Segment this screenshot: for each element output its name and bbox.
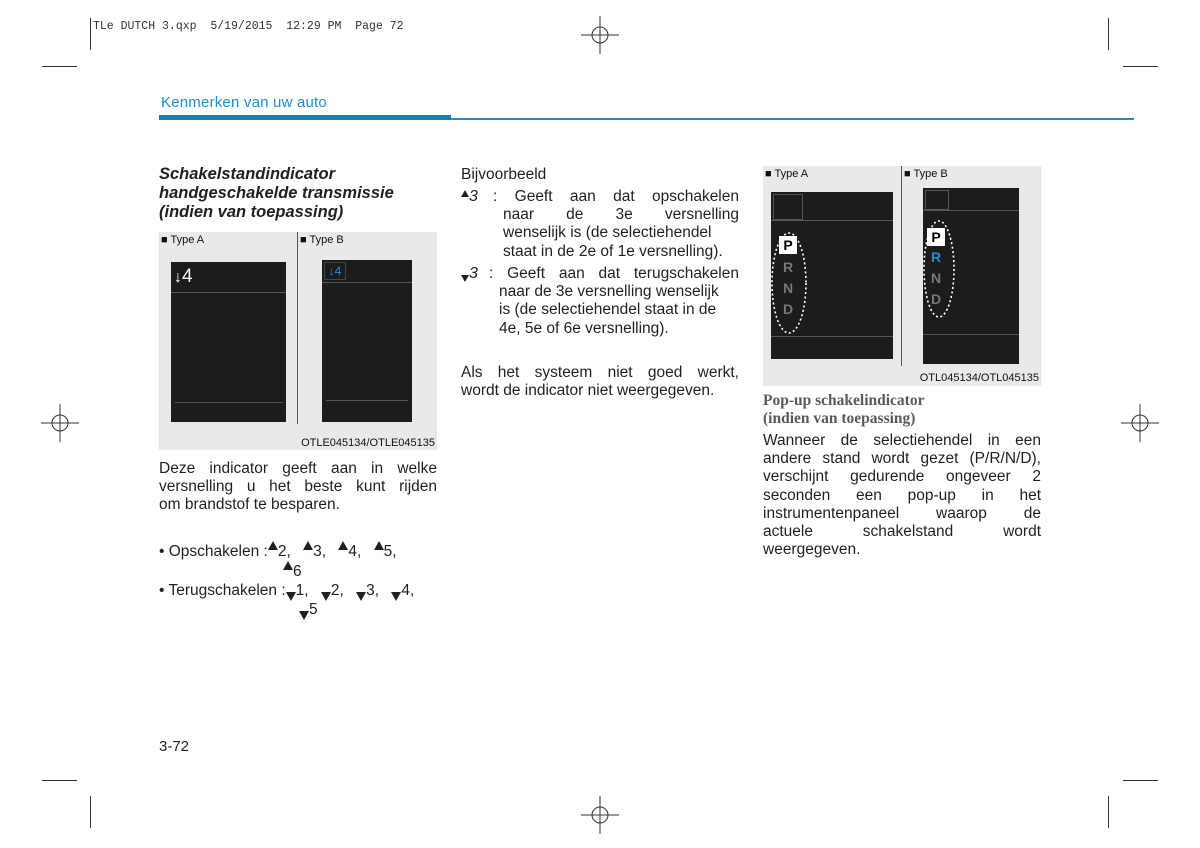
text-line: verschijnt gedurende ongeveer 2 — [763, 468, 1041, 486]
col1-paragraph — [159, 460, 437, 515]
text-line: is (de selectiehendel staat in de — [499, 301, 717, 319]
section-title: Kenmerken van uw auto — [161, 94, 327, 111]
gear-value: 5, — [383, 543, 397, 560]
example-label: Bijvoorbeeld — [461, 166, 547, 183]
arrow-up-icon — [303, 541, 313, 550]
arrow-down-icon — [391, 592, 401, 601]
bullet-label: • Terugschakelen : — [159, 582, 286, 599]
col1-heading-line: (indien van toepassing) — [159, 203, 344, 221]
cluster-screen-type-b — [923, 188, 1019, 364]
text-line: weergegeven. — [763, 541, 861, 559]
text-line: wenselijk is (de selectiehendel — [503, 224, 712, 242]
indicator-value: 4 — [334, 264, 342, 278]
screen-divider — [923, 210, 1019, 211]
indicator-value: 4 — [182, 266, 193, 287]
downshift-symbol — [461, 265, 478, 283]
gear-d: D — [930, 291, 942, 307]
screen-divider — [771, 220, 893, 221]
col3-heading-line: (indien van toepassing) — [763, 410, 916, 427]
registration-mark-icon — [41, 404, 79, 442]
col3-heading-line: Pop-up schakelindicator — [763, 392, 925, 409]
col2-note — [461, 364, 739, 400]
col1-heading-line: handgeschakelde transmissie — [159, 184, 394, 202]
arrow-down-icon — [321, 592, 331, 601]
cluster-screen-type-b — [322, 260, 412, 422]
arrow-down-icon: ↓ — [174, 269, 182, 286]
figure-caption: OTLE045134/OTLE045135 — [301, 437, 435, 449]
arrow-down-icon — [461, 275, 469, 282]
figure-label-type-a: ■ Type A — [765, 168, 809, 180]
col1-heading-line: Schakelstandindicator — [159, 165, 336, 183]
gear-value: 6 — [293, 563, 302, 581]
figure-label-type-b: ■ Type B — [300, 234, 344, 246]
text-line: seconden een pop-up in het — [763, 486, 1041, 504]
print-slug: TLe DUTCH 3.qxp 5/19/2015 12:29 PM Page 72 — [93, 20, 404, 33]
gear-value: 2, — [277, 543, 291, 560]
cluster-screen-type-a — [171, 262, 286, 422]
text-line: andere stand wordt gezet (P/R/N/D), — [763, 450, 1041, 468]
screen-divider — [923, 334, 1019, 335]
gear-value: 5 — [309, 601, 318, 618]
header-rule — [159, 115, 451, 120]
text-line: naar de 3e versnelling — [503, 206, 739, 224]
page-number: 3-72 — [159, 738, 190, 755]
screen-divider — [771, 336, 893, 337]
downshift-description — [489, 265, 739, 338]
arrow-down-icon — [356, 592, 366, 601]
col3-paragraph — [763, 432, 1041, 559]
figure-divider — [297, 232, 298, 424]
screen-divider — [322, 282, 412, 283]
gear-n: N — [782, 280, 794, 296]
text-line: : Geeft aan dat opschakelen — [493, 188, 739, 205]
gear-value: 4, — [401, 582, 415, 599]
figure-gear-indicator — [159, 232, 437, 450]
crop-mark — [42, 780, 77, 781]
col1-heading — [159, 165, 394, 222]
arrow-up-icon — [338, 541, 348, 550]
crop-mark — [90, 18, 91, 50]
screen-box — [925, 190, 949, 210]
text-line: versnelling u het beste kunt rijden — [159, 478, 437, 496]
header-rule — [451, 118, 1134, 120]
screen-divider — [171, 292, 286, 293]
bullet-opschakelen — [159, 541, 439, 581]
registration-mark-icon — [581, 796, 619, 834]
figure-divider — [901, 166, 902, 366]
gear-p: P — [779, 236, 797, 254]
figure-label-type-b: ■ Type B — [904, 168, 948, 180]
text-line: naar de 3e versnelling wenselijk — [499, 283, 719, 301]
cluster-screen-type-a — [771, 192, 893, 359]
screen-divider — [326, 400, 408, 401]
gear-symbol: 3 — [469, 265, 478, 282]
shift-indicator — [174, 267, 193, 288]
screen-box — [773, 194, 803, 220]
gear-d: D — [782, 301, 794, 317]
crop-mark — [1123, 66, 1158, 67]
crop-mark — [1108, 796, 1109, 828]
gear-value: 3, — [366, 582, 380, 599]
text-line: Wanneer de selectiehendel in een — [763, 432, 1041, 449]
gear-value: 1, — [295, 582, 309, 599]
gear-n: N — [930, 270, 942, 286]
arrow-down-icon — [286, 592, 296, 601]
upshift-description — [493, 188, 739, 261]
crop-mark — [90, 796, 91, 828]
text-line: actuele schakelstand wordt — [763, 523, 1041, 541]
gear-value: 4, — [348, 543, 362, 560]
crop-mark — [1108, 18, 1109, 50]
arrow-down-icon — [299, 611, 309, 620]
text-line: staat in de 2e of 1e versnelling). — [503, 242, 723, 260]
text-line: wordt de indicator niet weergegeven. — [461, 382, 715, 400]
text-line: instrumentenpaneel waarop de — [763, 504, 1041, 522]
arrow-down-icon: ↓ — [328, 264, 335, 278]
figure-label-type-a: ■ Type A — [161, 234, 205, 246]
screen-divider — [175, 402, 283, 403]
upshift-symbol — [461, 188, 478, 206]
shift-indicator — [324, 262, 346, 280]
figure-caption: OTL045134/OTL045135 — [919, 372, 1039, 384]
registration-mark-icon — [1121, 404, 1159, 442]
arrow-up-icon — [283, 561, 293, 570]
figure-popup-indicator — [763, 166, 1041, 386]
gear-p: P — [927, 228, 945, 246]
bullet-label: • Opschakelen : — [159, 543, 268, 560]
gear-r: R — [930, 249, 942, 265]
col3-heading — [763, 392, 924, 428]
gear-value: 3, — [313, 543, 327, 560]
text-line: : Geeft aan dat terugschakelen — [489, 265, 739, 282]
registration-mark-icon — [581, 16, 619, 54]
bullet-terugschakelen — [159, 582, 439, 620]
gear-symbol: 3 — [469, 188, 478, 205]
arrow-up-icon — [461, 190, 469, 197]
gear-r: R — [782, 259, 794, 275]
arrow-up-icon — [374, 541, 384, 550]
arrow-up-icon — [268, 541, 278, 550]
text-line: om brandstof te besparen. — [159, 496, 340, 514]
text-line: Als het systeem niet goed werkt, — [461, 364, 739, 381]
crop-mark — [1123, 780, 1158, 781]
crop-mark — [42, 66, 77, 67]
text-line: 4e, 5e of 6e versnelling). — [499, 319, 669, 337]
gear-value: 2, — [330, 582, 344, 599]
text-line: Deze indicator geeft aan in welke — [159, 460, 437, 477]
